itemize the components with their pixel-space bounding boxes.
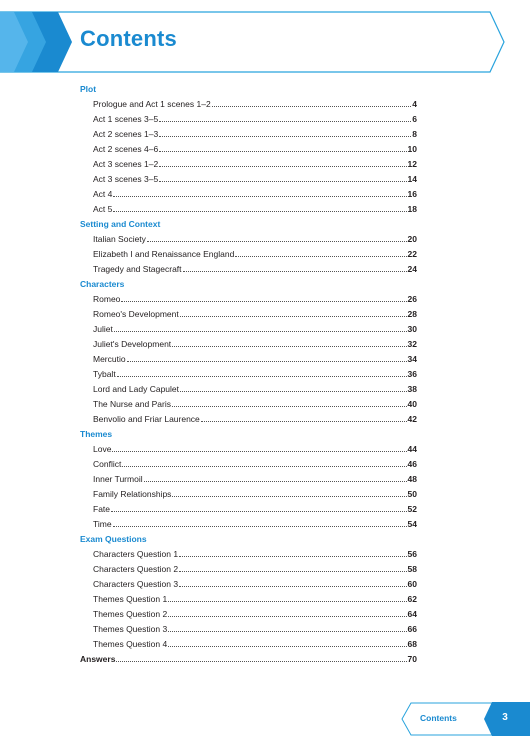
toc-entry-page: 34 — [407, 354, 417, 364]
toc-entry-page: 30 — [407, 324, 417, 334]
dot-leader — [235, 256, 406, 257]
toc-entry-page: 68 — [407, 639, 417, 649]
dot-leader — [168, 616, 406, 617]
toc-entry-label: Act 3 scenes 1–2 — [93, 159, 159, 169]
toc-entry-page: 14 — [407, 174, 417, 184]
dot-leader — [180, 316, 407, 317]
toc-entry-tragedy-and-stagecraft[interactable] — [80, 262, 417, 277]
toc-entry-label: Fate — [93, 504, 111, 514]
toc-entry-act-1-scenes-3-5[interactable] — [80, 112, 417, 127]
toc-entry-page: 66 — [407, 624, 417, 634]
toc-entry-characters-question-3[interactable] — [80, 577, 417, 592]
dot-leader — [168, 601, 406, 602]
toc-section-heading: Plot — [80, 84, 97, 94]
toc-entry-label: Juliet — [93, 324, 113, 334]
toc-entry-label: Family Relationships — [93, 489, 172, 499]
toc-section-heading: Setting and Context — [80, 219, 161, 229]
toc-entry-page: 10 — [407, 144, 417, 154]
toc-entry-page: 12 — [407, 159, 417, 169]
dot-leader — [183, 271, 407, 272]
dot-leader — [111, 511, 407, 512]
toc-entry-tybalt[interactable] — [80, 367, 417, 382]
toc-entry-themes-question-1[interactable] — [80, 592, 417, 607]
toc-entry-page: 60 — [407, 579, 417, 589]
toc-entry-page: 62 — [407, 594, 417, 604]
toc-entry-answers[interactable] — [80, 652, 417, 667]
dot-leader — [159, 136, 411, 137]
toc-entry-mercutio[interactable] — [80, 352, 417, 367]
toc-entry-page: 58 — [407, 564, 417, 574]
toc-entry-page: 8 — [412, 129, 417, 139]
toc-entry-label: Themes Question 1 — [93, 594, 168, 604]
toc-entry-juliet-s-development[interactable] — [80, 337, 417, 352]
toc-entry-page: 48 — [407, 474, 417, 484]
toc-entry-page: 6 — [412, 114, 417, 124]
dot-leader — [113, 211, 406, 212]
toc-entry-love[interactable] — [80, 442, 417, 457]
toc-entry-page: 4 — [412, 99, 417, 109]
dot-leader — [159, 121, 411, 122]
toc-entry-page: 44 — [407, 444, 417, 454]
toc-entry-label: Tybalt — [93, 369, 116, 379]
toc-entry-label: The Nurse and Paris — [93, 399, 171, 409]
dot-leader — [117, 376, 407, 377]
toc-entry-page: 24 — [407, 264, 417, 274]
toc-entry-label: Elizabeth I and Renaissance England — [93, 249, 235, 259]
toc-entry-page: 20 — [407, 234, 417, 244]
toc-entry-label: Mercutio — [93, 354, 126, 364]
toc-entry-page: 32 — [407, 339, 417, 349]
toc-entry-characters-question-1[interactable] — [80, 547, 417, 562]
toc-entry-page: 38 — [407, 384, 417, 394]
page-number: 3 — [502, 712, 508, 723]
toc-entry-page: 18 — [407, 204, 417, 214]
toc-entry-label: Characters Question 3 — [93, 579, 179, 589]
dot-leader — [172, 406, 407, 407]
dot-leader — [113, 196, 406, 197]
dot-leader — [179, 556, 406, 557]
toc-entry-page: 56 — [407, 549, 417, 559]
dot-leader — [180, 391, 407, 392]
toc-entry-label: Act 1 scenes 3–5 — [93, 114, 159, 124]
toc-entry-label: Romeo — [93, 294, 121, 304]
toc-entry-label: Act 4 — [93, 189, 113, 199]
toc-entry-page: 70 — [407, 654, 417, 664]
toc-entry-page: 28 — [407, 309, 417, 319]
dot-leader — [121, 301, 406, 302]
toc-entry-label: Act 2 scenes 4–6 — [93, 144, 159, 154]
dot-leader — [147, 241, 407, 242]
toc-entry-label: Prologue and Act 1 scenes 1–2 — [93, 99, 211, 109]
toc-entry-label: Time — [93, 519, 112, 529]
toc-entry-label: Themes Question 4 — [93, 639, 168, 649]
toc-entry-the-nurse-and-paris[interactable] — [80, 397, 417, 412]
toc-entry-page: 16 — [407, 189, 417, 199]
dot-leader — [114, 331, 407, 332]
dot-leader — [112, 451, 406, 452]
toc-entry-label: Tragedy and Stagecraft — [93, 264, 182, 274]
dot-leader — [168, 646, 406, 647]
toc-entry-family-relationships[interactable] — [80, 487, 417, 502]
toc-entry-page: 54 — [407, 519, 417, 529]
dot-leader — [212, 106, 412, 107]
toc-entry-act-3-scenes-1-2[interactable] — [80, 157, 417, 172]
toc-entry-page: 36 — [407, 369, 417, 379]
toc-entry-benvolio-and-friar-laurence[interactable] — [80, 412, 417, 427]
toc-entry-elizabeth-i-and-renaissance-england[interactable] — [80, 247, 417, 262]
toc-entry-conflict[interactable] — [80, 457, 417, 472]
dot-leader — [127, 361, 407, 362]
dot-leader — [179, 586, 406, 587]
toc-entry-romeo-s-development[interactable] — [80, 307, 417, 322]
dot-leader — [113, 526, 407, 527]
dot-leader — [179, 571, 406, 572]
toc-entry-page: 50 — [407, 489, 417, 499]
toc-entry-label: Lord and Lady Capulet — [93, 384, 180, 394]
toc-entry-time[interactable] — [80, 517, 417, 532]
toc-entry-act-3-scenes-3-5[interactable] — [80, 172, 417, 187]
toc-entry-act-2-scenes-1-3[interactable] — [80, 127, 417, 142]
toc-entry-page: 40 — [407, 399, 417, 409]
toc-entry-characters-question-2[interactable] — [80, 562, 417, 577]
toc-entry-label: Conflict — [93, 459, 122, 469]
toc-entry-act-4[interactable] — [80, 187, 417, 202]
toc-entry-label: Juliet's Development — [93, 339, 172, 349]
toc-entry-juliet[interactable] — [80, 322, 417, 337]
toc-entry-label: Act 2 scenes 1–3 — [93, 129, 159, 139]
toc-entry-label: Answers — [80, 654, 116, 664]
toc-entry-label: Act 5 — [93, 204, 113, 214]
toc-entry-page: 64 — [407, 609, 417, 619]
toc-entry-act-2-scenes-4-6[interactable] — [80, 142, 417, 157]
page-title: Contents — [80, 26, 177, 51]
toc-entry-label: Characters Question 2 — [93, 564, 179, 574]
table-of-contents — [80, 82, 417, 667]
dot-leader — [159, 151, 406, 152]
toc-entry-label: Characters Question 1 — [93, 549, 179, 559]
toc-entry-label: Benvolio and Friar Laurence — [93, 414, 200, 424]
toc-entry-act-5[interactable] — [80, 202, 417, 217]
toc-entry-italian-society[interactable] — [80, 232, 417, 247]
toc-entry-page: 26 — [407, 294, 417, 304]
toc-entry-label: Themes Question 2 — [93, 609, 168, 619]
dot-leader — [144, 481, 407, 482]
dot-leader — [159, 181, 406, 182]
toc-entry-page: 52 — [407, 504, 417, 514]
dot-leader — [116, 661, 406, 662]
toc-entry-label: Themes Question 3 — [93, 624, 168, 634]
footer-contents-link[interactable]: Contents — [420, 713, 457, 723]
toc-entry-label: Italian Society — [93, 234, 146, 244]
toc-entry-label: Romeo's Development — [93, 309, 179, 319]
toc-section-heading: Exam Questions — [80, 534, 147, 544]
dot-leader — [159, 166, 406, 167]
toc-entry-prologue-and-act-1-scenes-1-2[interactable] — [80, 97, 417, 112]
toc-entry-themes-question-2[interactable] — [80, 607, 417, 622]
dot-leader — [172, 346, 406, 347]
toc-entry-label: Love — [93, 444, 112, 454]
toc-entry-themes-question-3[interactable] — [80, 622, 417, 637]
dot-leader — [201, 421, 407, 422]
dot-leader — [122, 466, 406, 467]
toc-entry-lord-and-lady-capulet[interactable] — [80, 382, 417, 397]
toc-section-heading: Characters — [80, 279, 125, 289]
toc-entry-page: 22 — [407, 249, 417, 259]
toc-entry-romeo[interactable] — [80, 292, 417, 307]
toc-entry-themes-question-4[interactable] — [80, 637, 417, 652]
toc-entry-label: Inner Turmoil — [93, 474, 143, 484]
dot-leader — [172, 496, 406, 497]
toc-section-heading: Themes — [80, 429, 113, 439]
toc-entry-label: Act 3 scenes 3–5 — [93, 174, 159, 184]
toc-entry-inner-turmoil[interactable] — [80, 472, 417, 487]
toc-entry-page: 42 — [407, 414, 417, 424]
dot-leader — [168, 631, 406, 632]
toc-entry-page: 46 — [407, 459, 417, 469]
toc-entry-fate[interactable] — [80, 502, 417, 517]
